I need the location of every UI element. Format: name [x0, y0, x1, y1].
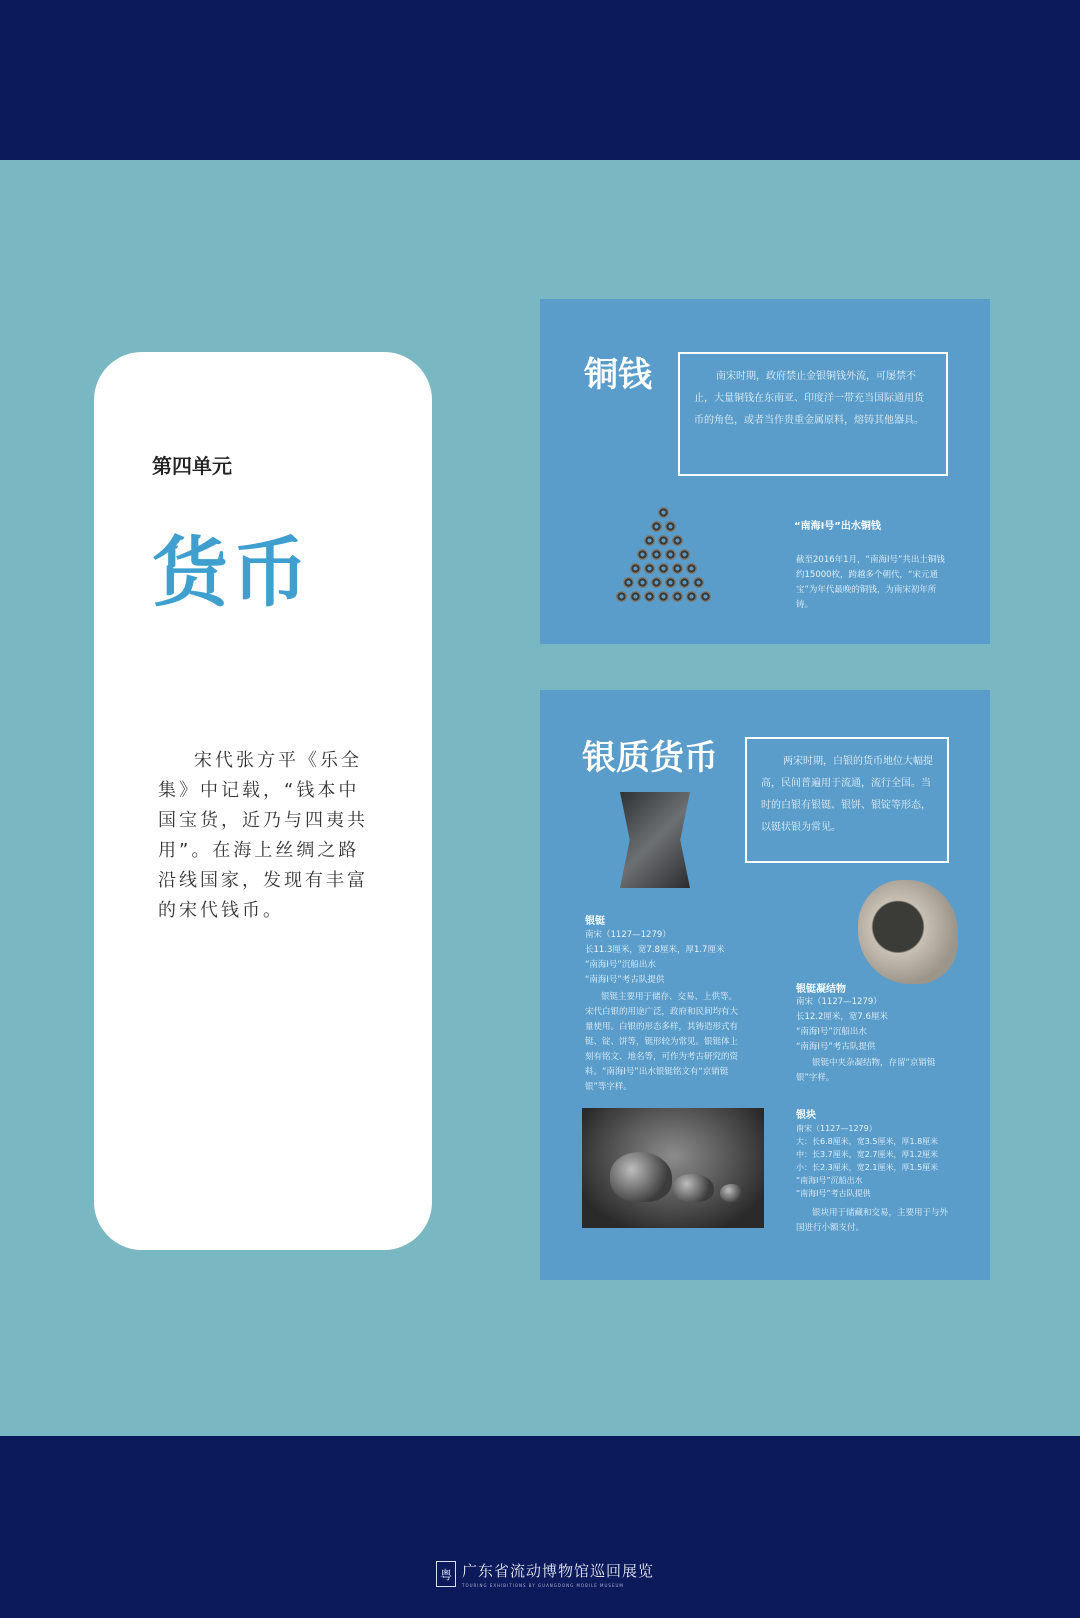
copper-coin [686, 591, 697, 602]
footer-name-cn: 广东省流动博物馆巡回展览 [462, 1562, 655, 1580]
copper-coin [693, 577, 704, 588]
unit-intro-text: 宋代张方平《乐全集》中记载，“钱本中国宝货，近乃与四夷共用”。在海上丝绸之路沿线国家，发现有丰富的宋代钱币。 [158, 750, 368, 921]
copper-coin [672, 563, 683, 574]
copper-coin [651, 577, 662, 588]
silver-lumps-photo [582, 1108, 764, 1228]
copper-coin-panel [540, 299, 990, 644]
copper-coin [651, 549, 662, 560]
lump-title: 银块 [796, 1110, 816, 1121]
unit-title: 货币 [152, 528, 312, 617]
copper-coin [658, 591, 669, 602]
copper-coin [630, 591, 641, 602]
copper-coin [651, 521, 662, 532]
copper-coin [644, 591, 655, 602]
silver-title: 银质货币 [582, 738, 718, 778]
copper-coin [679, 577, 690, 588]
museum-logo-icon: 粤 [436, 1561, 456, 1587]
copper-coin [672, 535, 683, 546]
silver-lump-small [720, 1184, 744, 1202]
unit-label: 第四单元 [152, 454, 232, 478]
copper-coin [637, 549, 648, 560]
silver-currency-panel [540, 690, 990, 1280]
silver-concretion-image [858, 880, 958, 984]
copper-coin [658, 507, 669, 518]
silver-lump-medium [672, 1174, 714, 1202]
copper-coin [658, 563, 669, 574]
copper-coin [679, 549, 690, 560]
copper-coin [665, 577, 676, 588]
copper-coin [644, 535, 655, 546]
ingot-description: 银铤主要用于储存、交易、上供等。宋代白银的用途广泛，政府和民间均有大量使用。白银的形态多样，其铸造形式有铤、锭、饼等，铤形较为常见。银铤体上刻有铭文、地名等，可作为考古研究的资料。“南海Ⅰ号”出水银铤铭文有“京销铤银”等字样。 [585, 992, 739, 1092]
ore-text: 南宋（1127—1279） 长12.2厘米，宽7.6厘米 “南海Ⅰ号”沉船出水 “南海Ⅰ号”考古队提供 [796, 997, 888, 1052]
ingot-title: 银铤 [585, 916, 605, 927]
lump-description: 银块用于储藏和交易，主要用于与外国进行小额支付。 [796, 1208, 949, 1233]
lump-text: 南宋（1127—1279） 大：长6.8厘米，宽3.5厘米，厚1.8厘米 中：长3.7厘米，宽2.7厘米，厚1.2厘米 小：长2.3厘米，宽2.1厘米，厚1.5厘米 “南海Ⅰ号”沉船出水 “南海Ⅰ号”考古队提供 [796, 1124, 939, 1198]
copper-coin [665, 521, 676, 532]
ore-title: 银铤凝结物 [796, 984, 846, 995]
copper-coin [623, 577, 634, 588]
top-band [0, 0, 1080, 160]
footer-name-en: TOURING EXHIBITIONS BY GUANGDONG MOBILE MUSEUM [462, 1583, 624, 1588]
silver-lump-large [610, 1152, 672, 1202]
footer-brand [436, 1560, 654, 1588]
ingot-text: 南宋（1127—1279） 长11.3厘米，宽7.8厘米，厚1.7厘米 “南海Ⅰ号”沉船出水 “南海Ⅰ号”考古队提供 [585, 930, 725, 985]
copper-coin [686, 563, 697, 574]
copper-item-text: 截至2016年1月，“南海Ⅰ号”共出土铜钱约15000枚，跨越多个朝代，“宋元通宝”为年代最晚的铜钱，为南宋初年所铸。 [796, 555, 945, 610]
bottom-band [0, 1436, 1080, 1618]
unit-card [94, 352, 432, 1250]
copper-coin [672, 591, 683, 602]
copper-coins-image [570, 499, 760, 619]
copper-title: 铜钱 [584, 355, 652, 395]
copper-coin [637, 577, 648, 588]
copper-coin [644, 563, 655, 574]
copper-coin [630, 563, 641, 574]
silver-intro-box: 两宋时期，白银的货币地位大幅提高，民间普遍用于流通，流行全国。当时的白银有银铤、银饼、银锭等形态，以铤状银为常见。 [745, 737, 949, 863]
copper-coin [665, 549, 676, 560]
ore-description: 银铤中夹杂凝结物，存留“京销铤银”字样。 [796, 1058, 936, 1083]
silver-ingot-image [620, 792, 690, 888]
copper-coin [700, 591, 711, 602]
copper-intro-box: 南宋时期，政府禁止金银铜钱外流，可屡禁不止，大量铜钱在东南亚、印度洋一带充当国际通用货币的角色，或者当作贵重金属原料，熔铸其他器具。 [678, 352, 948, 476]
copper-coin [658, 535, 669, 546]
copper-item-title: “南海Ⅰ号”出水铜钱 [794, 521, 881, 532]
copper-coin [616, 591, 627, 602]
